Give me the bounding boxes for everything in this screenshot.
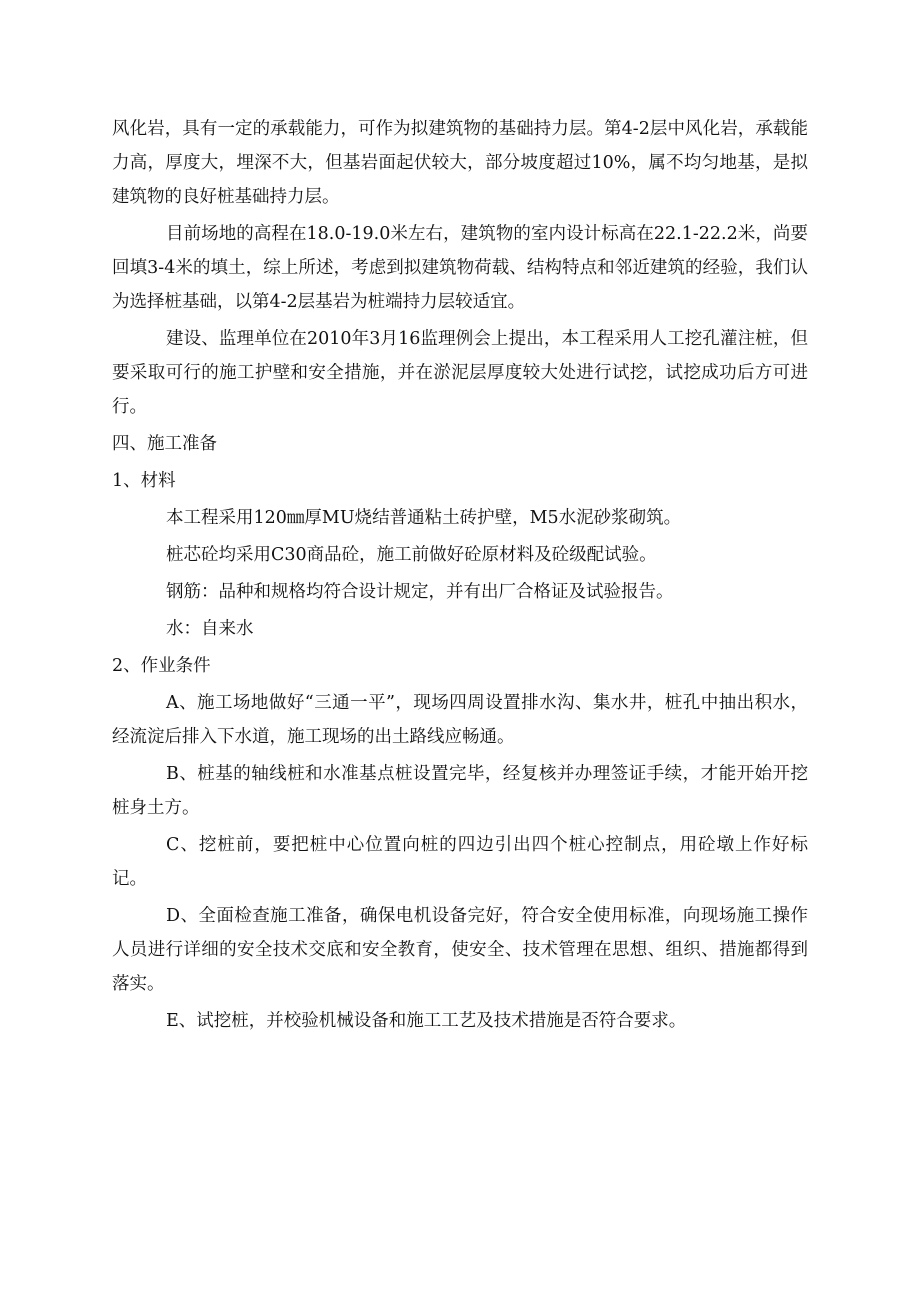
condition-item-c: C、挖桩前，要把桩中心位置向桩的四边引出四个桩心控制点，用砼墩上作好标记。 — [112, 835, 808, 889]
condition-item-d: D、全面检查施工准备，确保电机设备完好，符合安全使用标准，向现场施工操作人员进行详细的安全技术交底和安全教育，使安全、技术管理在思想、组织、措施都得到落实。 — [112, 906, 808, 994]
document-body — [112, 112, 808, 1038]
condition-item-e: E、试挖桩，并校验机械设备和施工工艺及技术措施是否符合要求。 — [166, 1011, 687, 1031]
subsection-title-work-conditions: 2、作业条件 — [112, 656, 211, 676]
condition-item-b: B、桩基的轴线桩和水准基点桩设置完毕，经复核并办理签证手续，才能开始开挖桩身土方。 — [112, 764, 808, 818]
paragraph-supervision-meeting: 建设、监理单位在2010年3月16监理例会上提出，本工程采用人工挖孔灌注桩，但要采取可行的施工护壁和安全措施，并在淤泥层厚度较大处进行试挖，试挖成功后方可进行。 — [112, 329, 808, 417]
paragraph-site-elevation: 目前场地的高程在18.0-19.0米左右，建筑物的室内设计标高在22.1-22.2米，尚要回填3-4米的填土，综上所述，考虑到拟建筑物荷载、结构特点和邻近建筑的经验，我们认为选择桩基础，以第4-2层基岩为桩端持力层较适宜。 — [112, 224, 808, 312]
materials-item-concrete: 桩芯砼均采用C30商品砼，施工前做好砼原材料及砼级配试验。 — [166, 545, 657, 565]
paragraph-bearing-layer: 风化岩，具有一定的承载能力，可作为拟建筑物的基础持力层。第4-2层中风化岩，承载能力高，厚度大，埋深不大，但基岩面起伏较大，部分坡度超过10%，属不均匀地基，是拟建筑物的良好桩基础持力层。 — [112, 119, 808, 207]
materials-item-water: 水：自来水 — [166, 619, 254, 639]
section-title-construction-prep: 四、施工准备 — [112, 434, 217, 454]
materials-item-brick-wall: 本工程采用120㎜厚MU烧结普通粘土砖护壁，M5水泥砂浆砌筑。 — [166, 508, 682, 528]
subsection-title-materials: 1、材料 — [112, 471, 176, 491]
condition-item-a: A、施工场地做好“三通一平”，现场四周设置排水沟、集水井，桩孔中抽出积水，经流淀后排入下水道，施工现场的出土路线应畅通。 — [112, 693, 808, 747]
materials-item-rebar: 钢筋：品种和规格均符合设计规定，并有出厂合格证及试验报告。 — [166, 582, 674, 602]
